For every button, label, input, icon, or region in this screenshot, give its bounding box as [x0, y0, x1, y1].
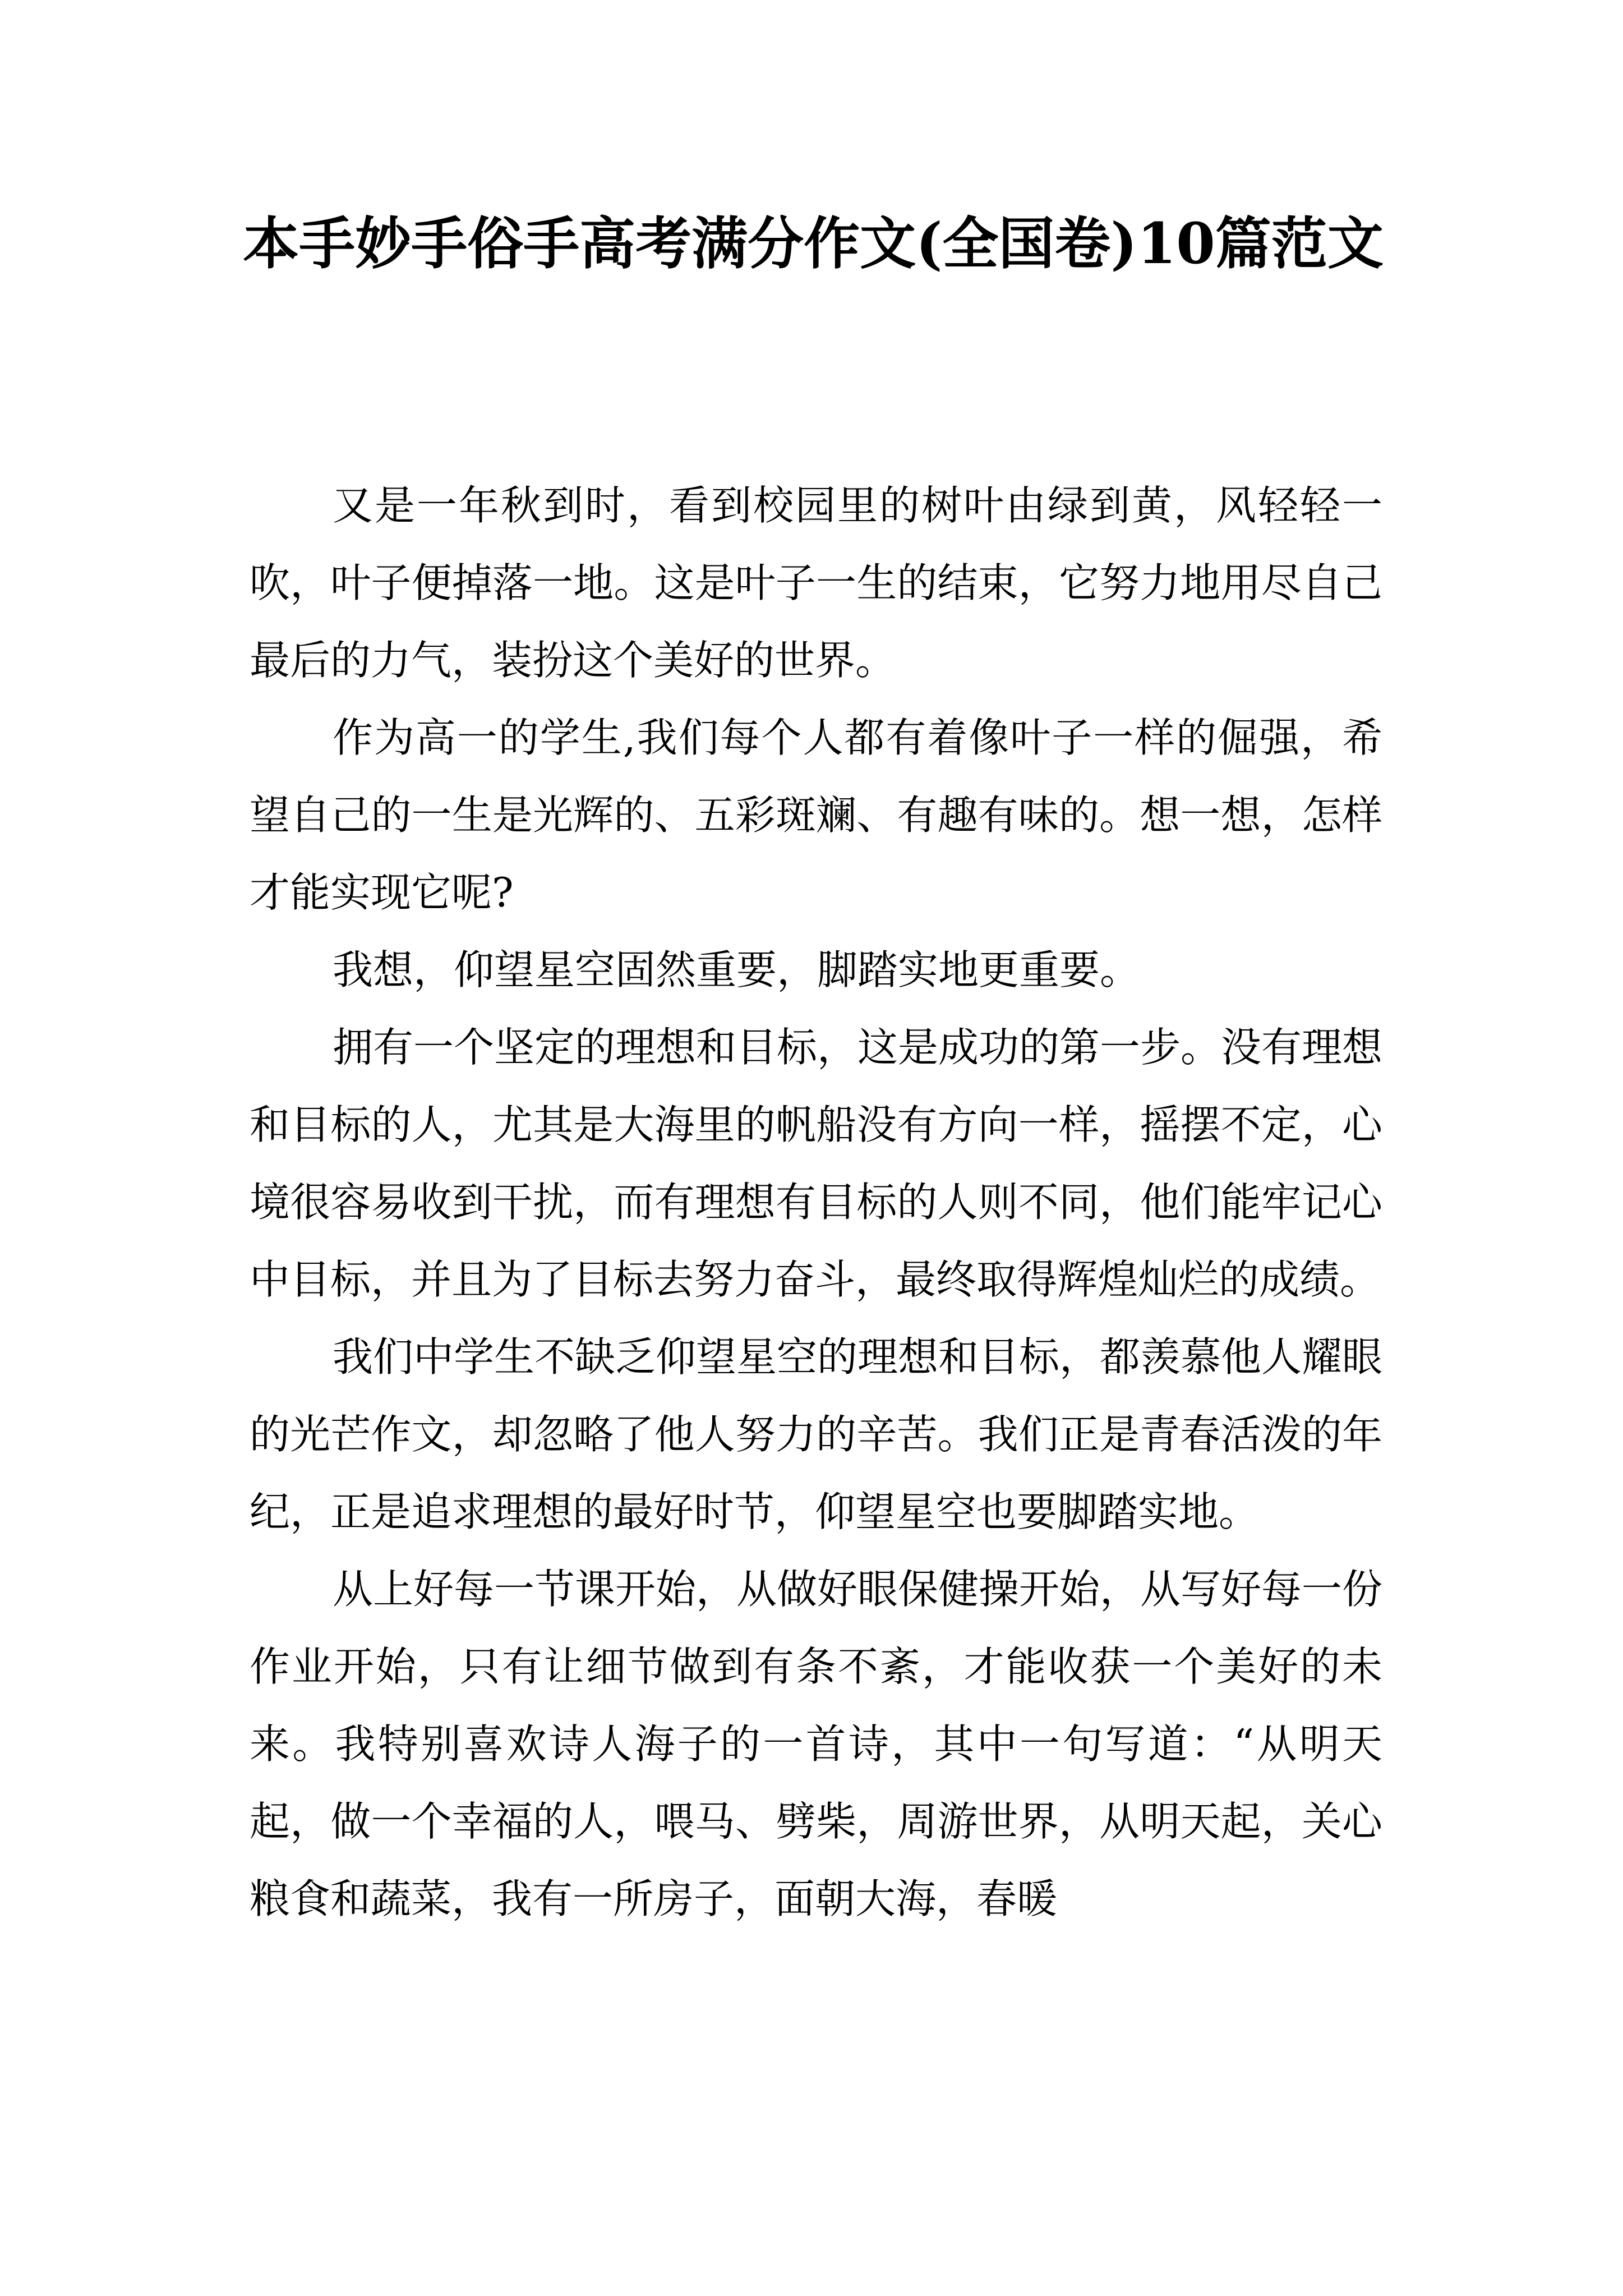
paragraph: 拥有一个坚定的理想和目标，这是成功的第一步。没有理想和目标的人，尤其是大海里的帆船没有方向一样，摇摆不定，心境很容易收到干扰，而有理想有目标的人则不同，他们能牢记心中目标，并且为了目标去努力奋斗，最终取得辉煌灿烂的成绩。 [250, 1024, 1383, 1303]
document-body [250, 467, 1382, 1938]
document-title: 本手妙手俗手高考满分作文(全国卷)10篇范文 [243, 210, 1384, 277]
paragraph: 我想，仰望星空固然重要，脚踏实地更重要。 [333, 946, 1141, 993]
paragraph: 又是一年秋到时，看到校园里的树叶由绿到黄，风轻轻一吹，叶子便掉落一地。这是叶子一生的结束，它努力地用尽自己最后的力气，装扮这个美好的世界。 [250, 482, 1382, 684]
paragraph: 我们中学生不缺乏仰望星空的理想和目标，都羡慕他人耀眼的光芒作文，却忽略了他人努力的辛苦。我们正是青春活泼的年纪，正是追求理想的最好时节，仰望星空也要脚踏实地。 [250, 1333, 1383, 1535]
paragraph: 作为高一的学生,我们每个人都有着像叶子一样的倔强，希望自己的一生是光辉的、五彩斑斓、有趣有味的。想一想，怎样才能实现它呢? [250, 714, 1382, 916]
paragraph: 从上好每一节课开始，从做好眼保健操开始，从写好每一份作业开始，只有让细节做到有条不紊，才能收获一个美好的未来。我特别喜欢诗人海子的一首诗，其中一句写道：“从明天起，做一个幸福的人，喂马、劈柴，周游世界，从明天起，关心粮食和蔬菜，我有一所房子，面朝大海，春暖 [250, 1566, 1383, 1922]
